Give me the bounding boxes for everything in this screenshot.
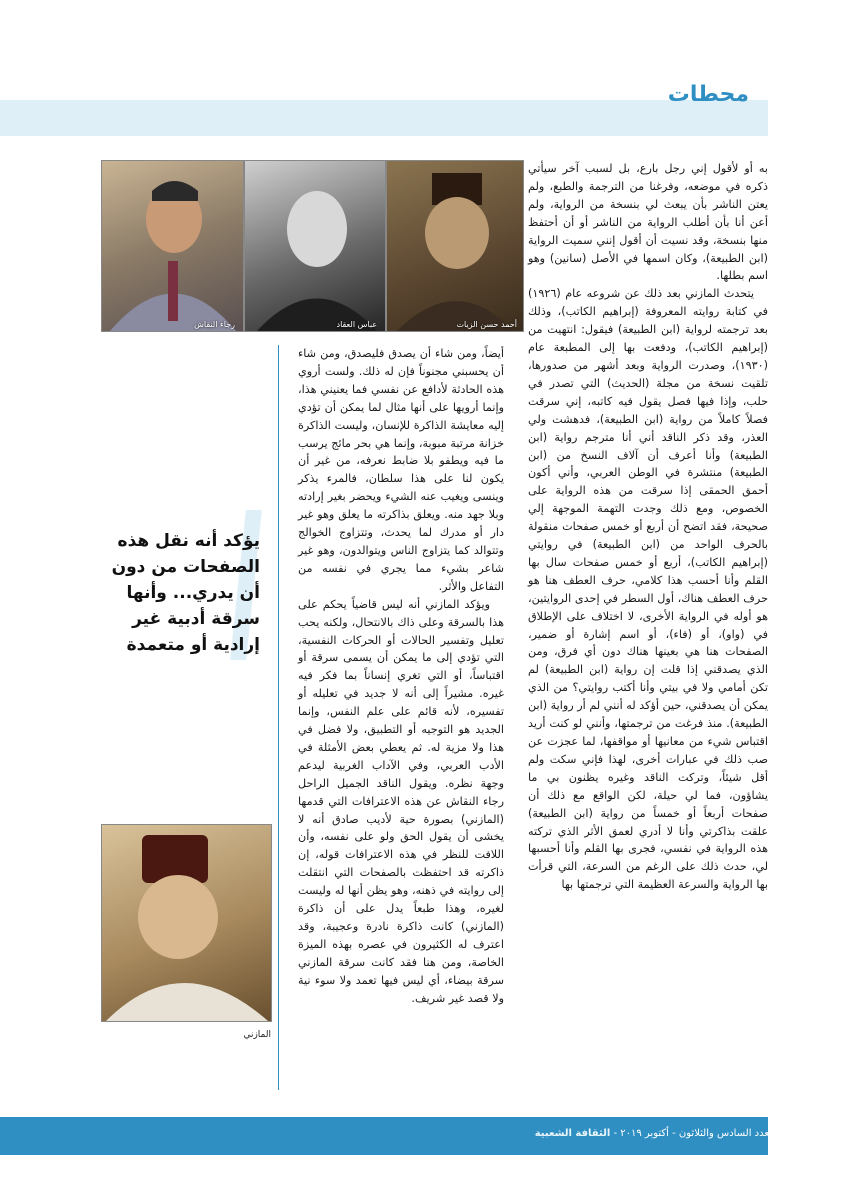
page-number: ٤٦ bbox=[786, 1124, 805, 1142]
portrait-aqqad-image bbox=[245, 161, 385, 331]
photo-raja-naqqash bbox=[101, 160, 244, 332]
mid-paragraph-1: أيضاً، ومن شاء أن يصدق فليصدق، ومن شاء أن يحسبني مجنوناً فإن له ذلك. ولست أروي هذه الحادثة لأدافع عن نفسي فما يعنيني هذا، وإنما أرويها على أنها مثال لما يمكن أن تؤدي إليه معايشة الذاكرة للإنسان، وليست الذاكرة خزانة مرتبة مبوبة، وإنما هي بحر مائج يرسب ما فيه ويطفو بلا ضابط نعرفه، من غير أن يكون لنا على هذا سلطان، فالمرء يذكر وينسى ويغيب عنه الشيء ويحضر بغير إرادته وبلا جهد منه. ويعلق بذاكرته ما يعلق وهو غير دار أو مدرك لما يحدث، وتتزاوج الخوالج وتتوالد كما يتزاوج الناس ويتوالدون، وهو غير شاعر بشيء مما يجري في نفسه من التفاعل والأثر. bbox=[298, 347, 504, 593]
article-column-middle bbox=[298, 345, 504, 1095]
pull-quote: يؤكد أنه نقل هذه الصفحات من دون أن يدري... وأنها سرقة أدبية غير إرادية أو متعمدة bbox=[111, 531, 260, 655]
section-title: محطات bbox=[667, 82, 749, 107]
caption-naqqash: رجاء النقاش bbox=[194, 320, 235, 329]
footer-issue: العدد السادس والثلاثون - أكتوبر ٢٠١٩ - bbox=[613, 1128, 775, 1139]
section-header-band bbox=[0, 100, 768, 136]
photo-mazini bbox=[101, 824, 272, 1022]
right-paragraph-2: يتحدث المازني بعد ذلك عن شروعه عام (١٩٢٦) في كتابة روايته المعروفة (إبراهيم الكاتب)، وذلك بعد ترجمته لرواية (ابن الطبيعة) فيقول: انتهيت من (إبراهيم الكاتب)، ودفعت بها إلى المطبعة عام (١٩٣٠)، وصدرت الرواية وبعد أشهر من صدورها، تلقيت نسخة من مجلة (الحديث) التي تصدر في حلب، وإذا فيها فصل يقول فيه كاتبه، إني سرقت فصلاً كاملاً من رواية (ابن الطبيعة)، فدهشت ولي العذر، وقد ذكر الناقد أني أنا مترجم رواية (ابن الطبيعة) وأنا أعرف أن آلاف النسخ من (ابن الطبيعة) منتشرة في الوطن العربي، وأني أكون أحمق الحمقى إذا سرقت من هذه الرواية على الخصوص، ومع ذلك وجدت التهمة الموجهة إلي صحيحة، فقد اتضح أن أربع أو خمس صفحات منقولة بالحرف الواحد من (ابن الطبيعة) في روايتي (إبراهيم الكاتب)، أربع أو خمس صفحات سال بها القلم وأنا أحسب هذا كلامي، حرف العطف هنا هو حرف العطف هناك، أول السطر في إحدى الروايتين، هو أوله في الرواية الأخرى، لا اختلاف على الإطلاق في (واو)، أو (فاء)، أو اسم إشارة أو ضمير، الصفحات هنا هي بعينها هناك دون أي فرق، ومن الذي يصدقني إذا قلت إن رواية (ابن الطبيعة) لم تكن أمامي ولا في بيتي وأنا أكتب روايتي؟ من الذي يمكن أن يصدقني، حين أؤكد له أنني لم أر رواية (ابن الطبيعة). منذ فرغت من ترجمتها، وأنني لو كنت أريد اقتباس شيء من معانيها أو مواقفها، لما عجزت عن صب ذلك في عبارات أخرى، لهذا فإني سكت ولم أقل شيئاً، وتركت الناقد وغيره يظنون بي ما يشاؤون، فما لي حيلة، لكن الواقع مع ذلك أن صفحات أربعاً أو خمساً من رواية (ابن الطبيعة) علقت بذاكرتي وأنا لا أدري لعمق الأثر الذي تركته هذه الرواية في نفسي، فجرى بها القلم وأنا أحسبها لي، حدث ذلك على الرغم من السرعة، التي قرأت بها الرواية والسرعة العظيمة التي ترجمتها بها bbox=[528, 287, 768, 892]
portrait-zayyat-image bbox=[387, 161, 523, 331]
column-divider bbox=[278, 345, 279, 1090]
article-column-right bbox=[528, 160, 768, 1090]
caption-mazini: المازني bbox=[243, 1030, 271, 1040]
portrait-mazini-image bbox=[102, 825, 271, 1021]
photo-abbas-aqqad bbox=[244, 160, 386, 332]
portrait-naqqash-image bbox=[102, 161, 243, 331]
footer-magazine-name: الثقافة الشعبية bbox=[534, 1128, 611, 1139]
mid-paragraph-2: ويؤكد المازني أنه ليس قاضياً يحكم على هذا بالسرقة وعلى ذاك بالانتحال، ولكنه يحب تعليل وتفسير الحالات أو الحركات النفسية، التي تؤدي إلى ما يمكن أن يسمى سرقة أو اقتباساً، أو التي تغري إنساناً بما فكر فيه غيره. مشيراً إلى أنه لا جديد في تعليله أو تفسيره، لأنه قائم على علم النفس، وإنما الجديد هو التوجيه أو التطبيق، ولا فضل في هذا ولا مزية له. ثم يعطي بعض الأمثلة في الأدب العربي، وفي الآداب الغربية ليدعم وجهة نظره. ويقول الناقد الجميل الراحل رجاء النقاش عن هذه الاعترافات التي قدمها (المازني) بصورة حية لأديب صادق أنه لا يخشى أن يقول الحق ولو على نفسه، وأن اللافت للنظر في هذه الاعترافات قوله، إن ذاكرته قد احتفظت بالصفحات التي انتقلت إلى روايته في ذهنه، وهو يظن أنها له وليست لغيره، وهذا طبعاً يدل على أن ذاكرة (المازني) كانت ذاكرة نادرة وعجيبة، وقد اعترف له الكثيرون في عصره بهذه الميزة الخاصة، ومن هنا فقد كانت سرقة المازني سرقة بيضاء، أي ليس فيها تعمد ولا سوء نية ولا قصد غير شريف. bbox=[298, 597, 504, 1005]
footer-issue-line bbox=[535, 1128, 775, 1139]
right-paragraph-1: به أو لأقول إني رجل بارع، بل لسبب آخر سيأتي ذكره في موضعه، وفرغنا من الترجمة والطبع، ولم يعتن الناشر بأن يبعث لي بنسخة من الرواية، ولم أعن أنا بأن أطلب الرواية من الناشر أو أن أحتفظ منها بنسخة، وقد نسيت أن أقول إنني سميت الرواية (ابن الطبيعة)، وكان اسمها في الأصل (سانين) وهو اسم بطلها. bbox=[528, 162, 768, 283]
caption-zayyat: أحمد حسن الزيات bbox=[456, 320, 517, 329]
caption-aqqad: عباس العقاد bbox=[336, 320, 377, 329]
photo-ahmed-hassan-zayyat bbox=[386, 160, 524, 332]
